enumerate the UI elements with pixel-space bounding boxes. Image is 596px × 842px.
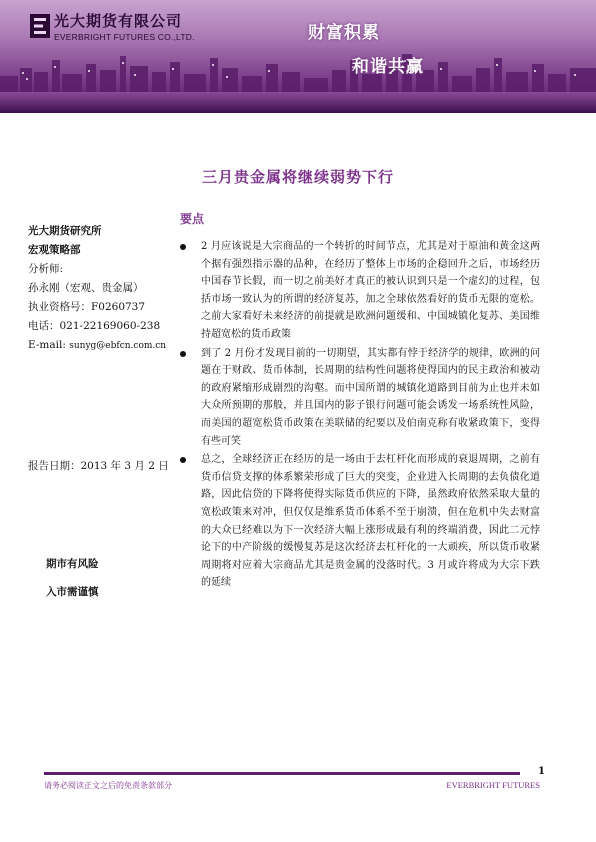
bullet-icon <box>180 457 186 463</box>
risk-line-2: 入市需谨慎 <box>46 586 99 598</box>
summary-point <box>180 451 540 592</box>
company-logo-icon <box>30 14 50 38</box>
summary-point-text: 到了 2 月份才发现目前的一切期望，其实都有悖于经济学的规律，欧洲的问题在于财政、货币体制，长周期的结构性问题将使得国内的民主政治和被动的政府紧缩形成剧烈的沟壑。而中国所谓的城镇化道路到目前为止也并未如大众所预期的那般，并且国内的影子银行问题可能会诱发一场系统性风险，而美国的超宽松货币政策在美联储的纪要以及伯南克称有收紧政策下，变得有些可笑 <box>201 347 540 447</box>
disclaimer-note: 请务必阅读正文之后的免责条款部分 <box>44 781 172 790</box>
company-name-cn: 光大期货有限公司 <box>54 12 183 30</box>
summary-point <box>180 345 540 451</box>
license-number: 执业资格号：F0260737 <box>28 301 146 313</box>
summary-points <box>180 238 540 593</box>
report-title: 三月贵金属将继续弱势下行 <box>201 168 394 186</box>
page-number: 1 <box>538 766 545 777</box>
summary-point-text: 2 月应该说是大宗商品的一个转折的时间节点，尤其是对于原油和黄金这两个据有强烈指示器的品种，在经历了整体上市场的企稳回升之后，市场经历中国春节长假，而一切之前美好才真正的被认识到只是一个虚幻的过程，包括市场一致认为的所谓的经济复苏，加之全球依然看好的货币无限的宽松。之前大家看好未来经济的前提就是欧洲问题缓和、中国城镇化复苏、美国维持超宽松的货币政策 <box>201 241 540 340</box>
header-banner <box>0 0 596 113</box>
summary-point-text: 总之，全球经济正在经历的是一场由于去杠杆化而形成的衰退周期，之前有货币信贷支撑的体系繁荣形成了巨大的突变，企业进入长周期的去负债化道路，因此信贷的下降将使得实际货币供应的下降，虽然政府依然采取大量的宽松政策来对冲，但仅仅是维系货币体系不至于崩溃，但在危机中失去财富的大众已经难以为下一次经济大幅上涨形成最有利的终端消费，因此二元悖论下的中产阶级的缓慢复苏是这次经济去杠杆化的一大顽疾，所以货币收紧周期将对应着大宗商品尤其是贵金属的没落时代。3 月或许将成为大宗下跌的延续 <box>201 454 540 589</box>
risk-warning <box>46 550 99 606</box>
summary-point <box>180 238 540 344</box>
company-name-en: EVERBRIGHT FUTURES CO.,LTD. <box>54 32 195 42</box>
analyst-info <box>28 222 178 356</box>
footer-brand: EVERBRIGHT FUTURES <box>446 780 540 790</box>
bullet-icon <box>180 244 186 250</box>
phone-number: 电话：021-22169060-238 <box>28 320 161 332</box>
slogan-line-1: 财富积累 <box>308 23 380 43</box>
department-name: 宏观策略部 <box>28 244 81 256</box>
risk-line-1: 期市有风险 <box>46 558 99 570</box>
report-date: 报告日期：2013 年 3 月 2 日 <box>28 460 169 472</box>
analyst-name: 孙永刚（宏观、贵金属） <box>28 282 144 294</box>
email-label: E-mail: <box>28 339 66 351</box>
institute-name: 光大期货研究所 <box>28 225 102 237</box>
slogan-line-2: 和谐共赢 <box>352 57 424 77</box>
bullet-icon <box>180 351 186 357</box>
analyst-label: 分析师: <box>28 263 64 275</box>
summary-heading: 要点 <box>180 212 205 226</box>
email-address[interactable]: sunyg@ebfcn.com.cn <box>69 341 167 351</box>
footer-divider <box>44 772 520 775</box>
